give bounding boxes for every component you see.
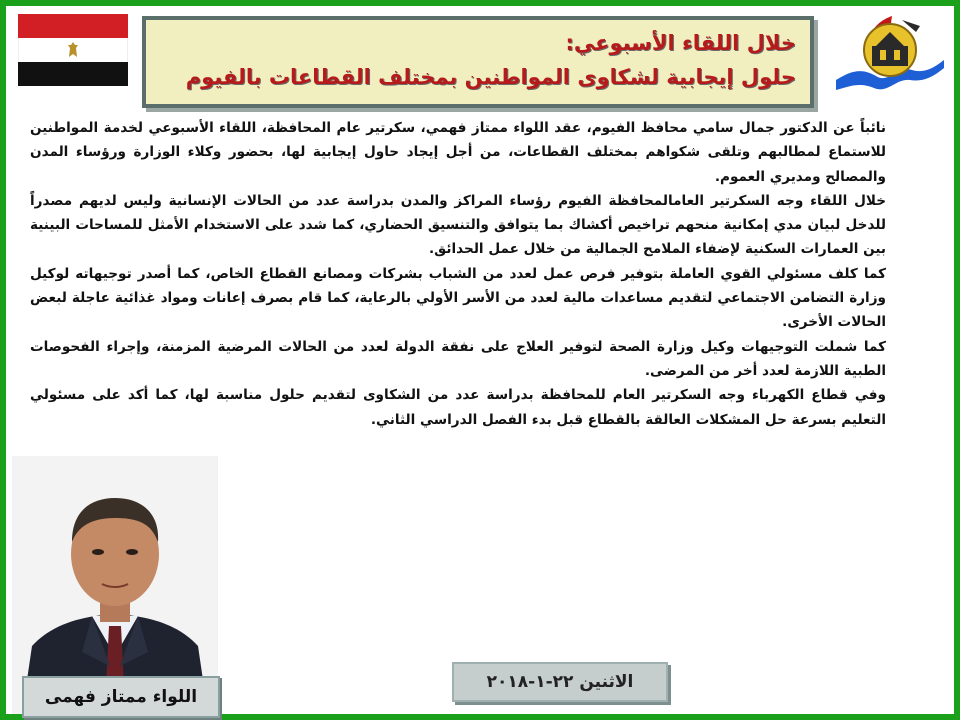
photo-caption [22, 676, 220, 718]
eagle-emblem-icon [66, 41, 80, 59]
article-paragraph-1: نائباً عن الدكتور جمال سامي محافظ الفيوم، عقد اللواء ممتاز فهمي، سكرتير عام المحافظة، اللقاء الأسبوعي لخدمة المواطنين للاستماع لمطالبهم وتلقى شكواهم بمختلف القطاعات، من أجل إيجاد حاول إيجابية لها، بحضور وكلاء الوزارة ورؤساء المدن والمصالح ومديري العموم. [30, 120, 886, 185]
headline-box [142, 16, 814, 108]
governorate-logo-icon [832, 10, 948, 102]
flag-white-stripe [18, 38, 128, 62]
headline-line-2: حلول إيجابية لشكاوى المواطنين بمختلف القطاعات بالفيوم [185, 65, 796, 89]
article-paragraph-2: خلال اللقاء وجه السكرتير العامالمحافظة الفيوم رؤساء المراكز والمدن بدراسة عدد من الحالات الإنسانية وليس لديهم مصدراً للدخل لبيان مدي إمكانية منحهم تراخيص أكشاك بما يتوافق والتنسيق الحضاري، كما شدد على الاستخدام الأمثل للمساحات البينية بين العمارات السكنية لإضفاء الملامح الجمالية من خلال عمل الحدائق. [30, 192, 886, 258]
article-paragraph-5: وفي قطاع الكهرباء وجه السكرتير العام للمحافظة بدراسة عدد من الشكاوى لتقديم حلول مناسبة لها، كما أكد على مسئولي التعليم بسرعة حل المشكلات العالقة بالقطاع قبل بدء الفصل الدراسي الثاني. [30, 387, 886, 428]
date-badge [452, 662, 668, 702]
date-text: الاثنين ٢٢-١-٢٠١٨ [486, 672, 634, 692]
photo-caption-text: اللواء ممتاز فهمى [44, 687, 198, 707]
flag-black-stripe [18, 62, 128, 86]
article-paragraph-3: كما كلف مسئولي القوي العاملة بتوفير فرص عمل لعدد من الشباب بشركات ومصانع القطاع الخاص، كما أصدر توجيهاته لوكيل وزارة التضامن الاجتماعي لتقديم مساعدات مالية لعدد من الأسر الأولي بالرعاية، كما قام بصرف إعانات ومواد غذائية عاجلة لبعض الحالات الأخرى. [30, 265, 886, 331]
egypt-flag [18, 14, 128, 86]
headline-line-1: خلال اللقاء الأسبوعي: [565, 31, 796, 55]
article-body [30, 116, 886, 432]
article-paragraph-4: كما شملت التوجيهات وكيل وزارة الصحة لتوفير العلاج على نفقة الدولة لعدد من الحالات المرضية المزمنة، وإجراء الفحوصات الطبية اللازمة لعدد أخر من المرضى. [30, 338, 886, 379]
flag-red-stripe [18, 14, 128, 38]
